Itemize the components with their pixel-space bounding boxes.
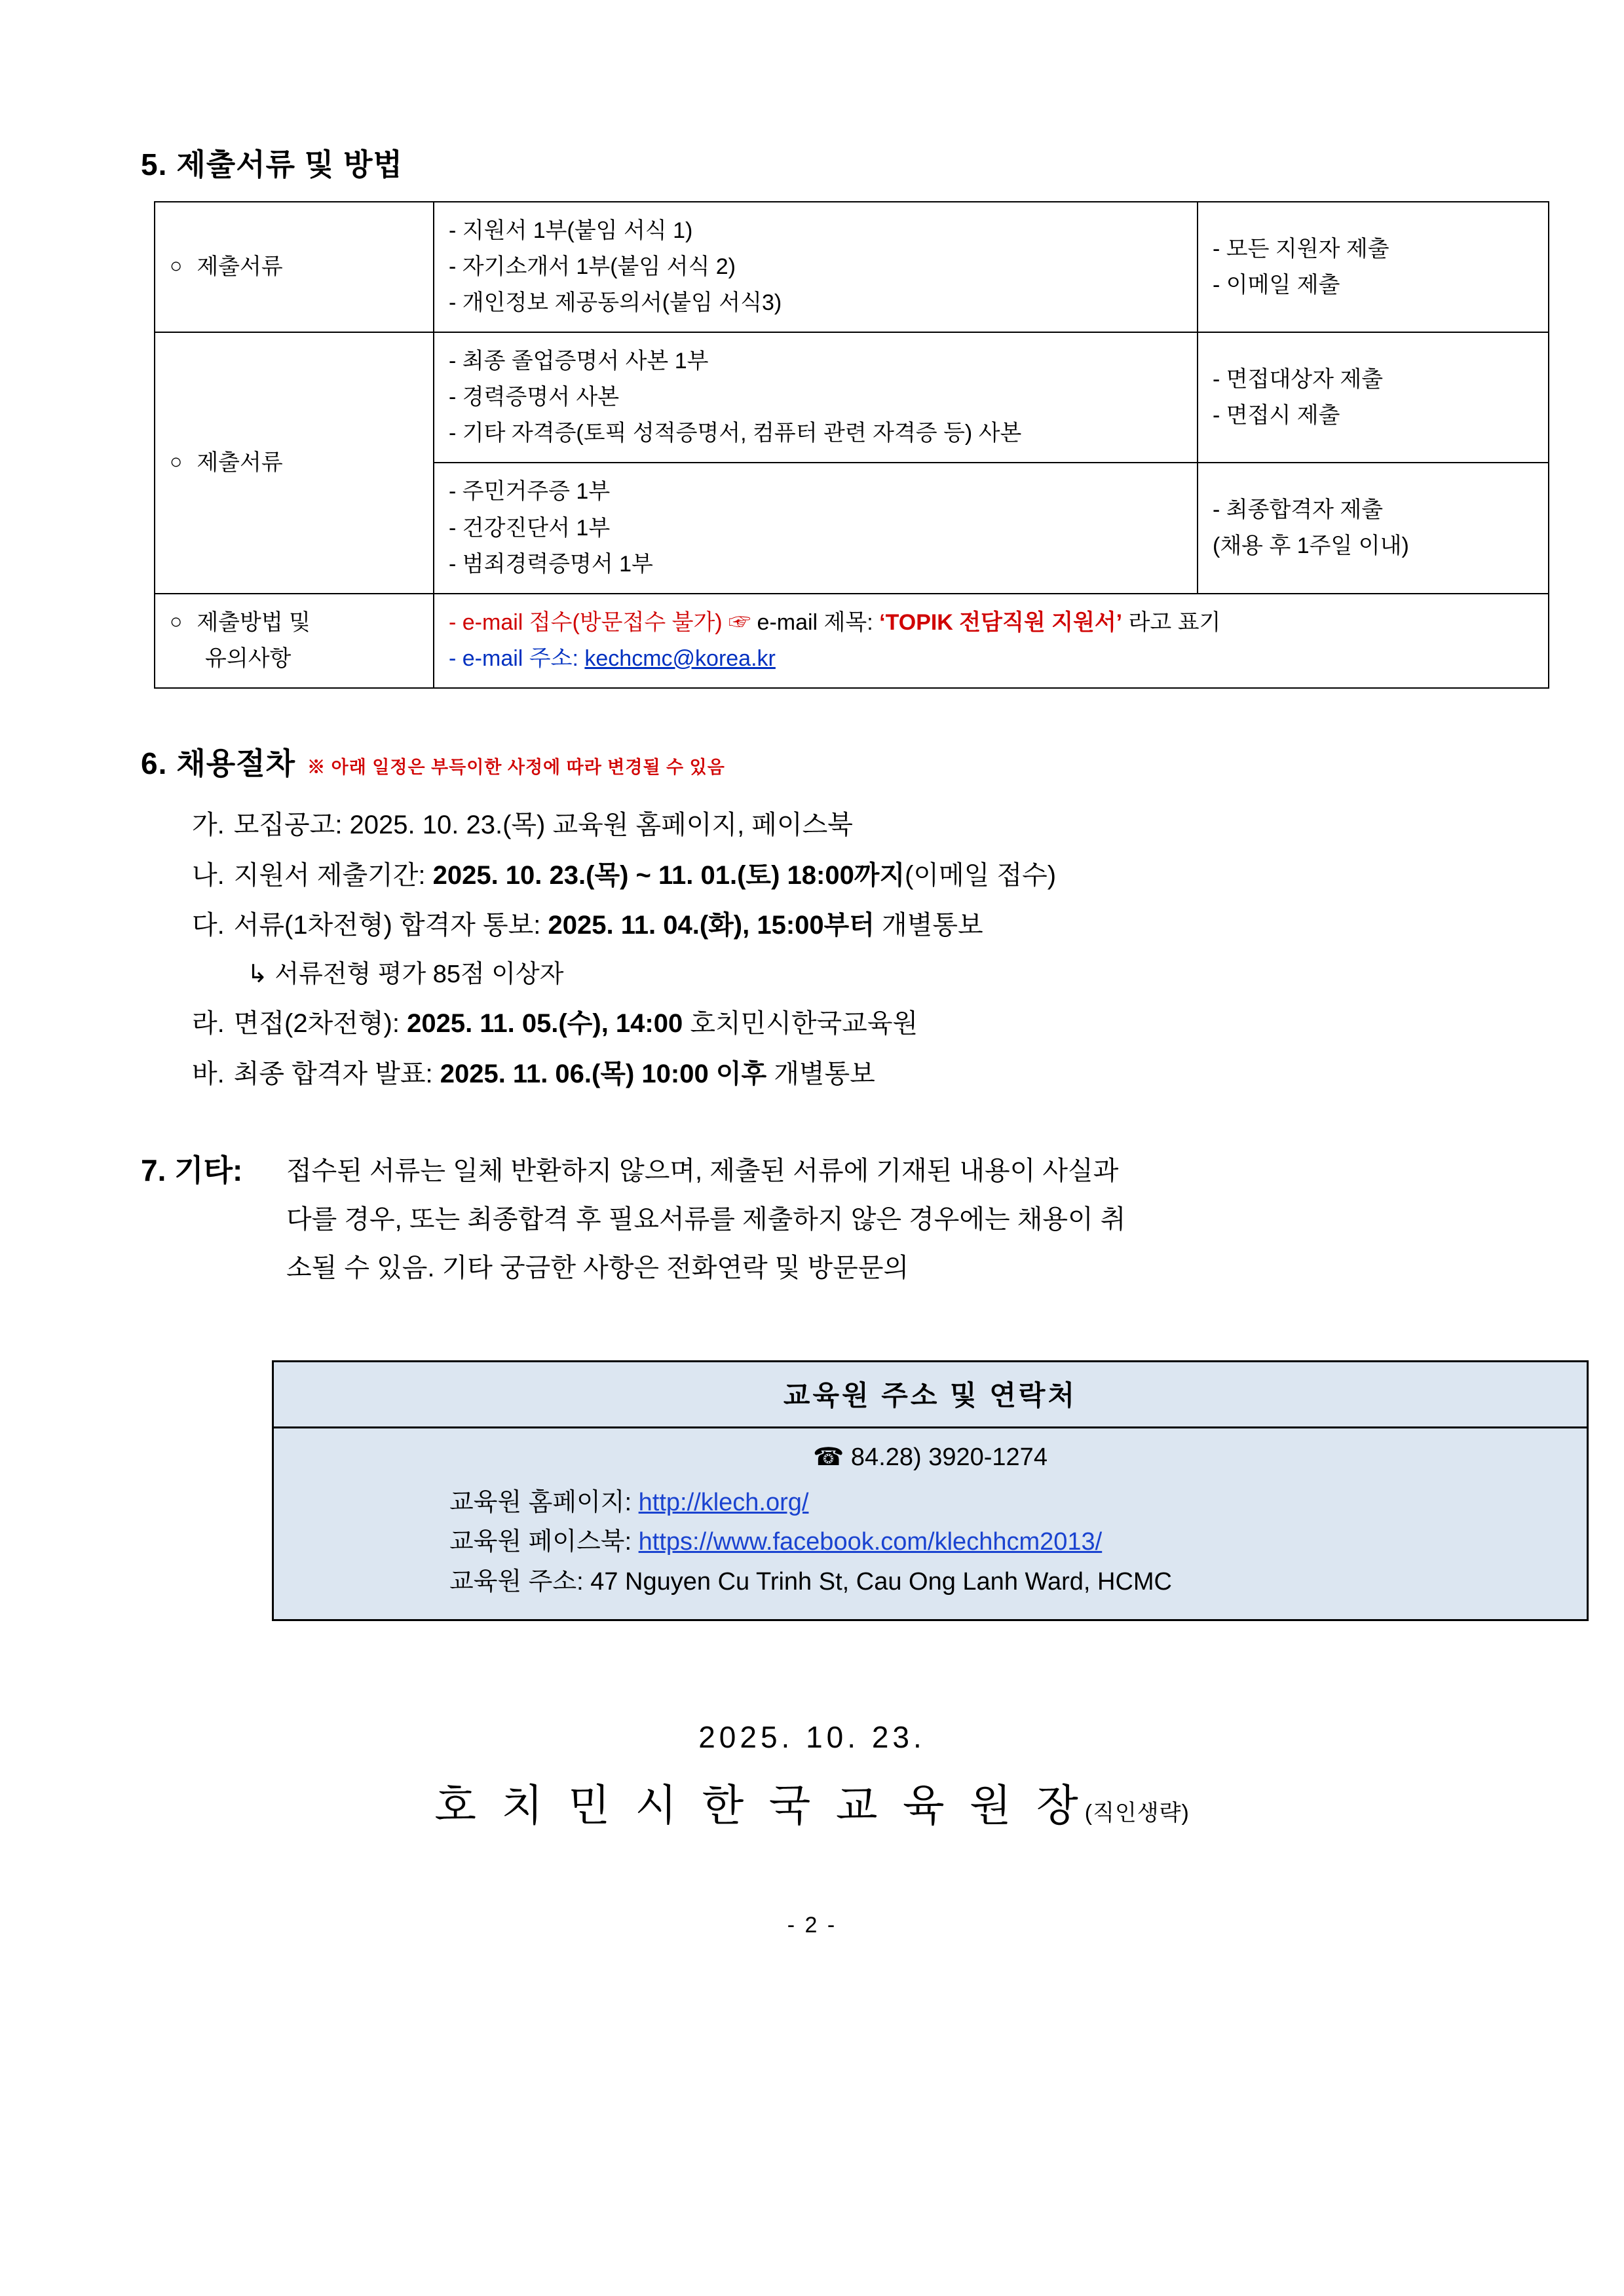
list-item: - 이메일 제출 <box>1213 272 1340 297</box>
contact-phone: ☎ 84.28) 3920-1274 <box>813 1443 1048 1471</box>
contact-address-row <box>449 1562 1587 1602</box>
item-text-bold: 2025. 11. 05.(수), 14:00 <box>407 1009 683 1039</box>
method-line-1 <box>449 605 1534 641</box>
method-line-2 <box>449 641 1534 677</box>
section-6-title <box>141 740 1483 783</box>
section-7-line-2: 다를 경우, 또는 최종합격 후 필요서류를 제출하지 않은 경우에는 채용이 취 <box>286 1204 1126 1234</box>
section-7-line-1: 접수된 서류는 일체 반환하지 않으며, 제출된 서류에 기재된 내용이 사실과 <box>286 1156 1119 1185</box>
method-label-cell <box>155 594 434 688</box>
section-5-number: 5. <box>141 147 168 182</box>
list-item <box>192 900 1483 951</box>
section-7-line-3: 소될 수 있음. 기타 궁금한 사항은 전화연락 및 방문문의 <box>286 1253 909 1282</box>
list-item <box>192 851 1483 901</box>
item-label: 나. <box>192 860 225 890</box>
contact-box <box>272 1360 1589 1621</box>
bullet-circle-icon: ○ <box>170 254 183 278</box>
method-line1-mid: e-mail 제목: <box>757 609 880 635</box>
row2-label: 제출서류 <box>197 450 283 475</box>
sub-list-item: ↳ 서류전형 평가 85점 이상자 <box>247 961 564 989</box>
section-7-number: 7. <box>141 1153 166 1187</box>
item-label: 가. <box>192 810 225 839</box>
row2-items-cell <box>434 332 1198 463</box>
contact-address-value: 47 Nguyen Cu Trinh St, Cau Ong Lanh Ward, HCMC <box>590 1568 1172 1596</box>
bullet-circle-icon: ○ <box>170 609 183 633</box>
item-label: 라. <box>192 1009 225 1039</box>
contact-homepage-label: 교육원 홈페이지: <box>449 1488 639 1516</box>
row3-items-cell <box>434 463 1198 593</box>
section-6-note: ※ 아래 일정은 부득이한 사정에 따라 변경될 수 있음 <box>307 757 725 778</box>
item-text-bold: 2025. 11. 06.(목) 10:00 이후 <box>440 1060 767 1088</box>
item-text-post: (이메일 접수) <box>905 860 1057 890</box>
item-text-post: 호치민시한국교육원 <box>683 1009 918 1039</box>
table-row <box>155 202 1549 332</box>
list-item: - 경력증명서 사본 <box>449 385 620 410</box>
item-text-pre: 모집공고: 2025. 10. 23.(목) 교육원 홈페이지, 페이스북 <box>233 810 853 839</box>
section-5-heading-text: 제출서류 및 방법 <box>176 147 403 182</box>
section-7 <box>141 1147 1483 1292</box>
method-label-line1: 제출방법 및 <box>197 609 311 635</box>
method-line1-prefix: - e-mail 접수(방문접수 불가) ☞ <box>449 609 757 635</box>
list-item: - 면접시 제출 <box>1213 402 1340 428</box>
row1-label-cell <box>155 202 434 332</box>
item-text-pre: 최종 합격자 발표: <box>233 1060 440 1088</box>
table-row-submission-method <box>155 594 1549 688</box>
list-item: - 주민거주증 1부 <box>449 479 611 505</box>
contact-homepage-row <box>449 1483 1587 1523</box>
organization-name: 호 치 민 시 한 국 교 육 원 장 <box>434 1780 1085 1829</box>
contact-box-body <box>274 1428 1587 1619</box>
section-5-title <box>141 141 1483 184</box>
list-item: - 범죄경력증명서 1부 <box>449 551 653 577</box>
email-address-link[interactable]: kechcmc@korea.kr <box>584 645 776 671</box>
method-line2-prefix: - e-mail 주소: <box>449 645 585 671</box>
list-item: - 면접대상자 제출 <box>1213 366 1384 392</box>
list-item <box>192 999 1483 1049</box>
contact-facebook-label: 교육원 페이스북: <box>449 1528 639 1556</box>
section-7-title <box>141 1147 242 1190</box>
list-item: - 기타 자격증(토픽 성적증명서, 컴퓨터 관련 자격증 등) 사본 <box>449 421 1022 446</box>
method-line1-suffix: 라고 표기 <box>1122 609 1221 635</box>
submission-documents-table <box>154 201 1549 689</box>
item-text-pre: 지원서 제출기간: <box>233 860 433 890</box>
row1-notes-cell <box>1198 202 1549 332</box>
section-6-heading-text: 채용절차 <box>176 746 296 780</box>
method-line1-quote: ‘TOPIK 전담직원 지원서’ <box>879 609 1123 635</box>
homepage-link[interactable]: http://klech.org/ <box>638 1488 809 1516</box>
page-number: - 2 - <box>787 1912 837 1938</box>
list-item: - 자기소개서 1부(붙임 서식 2) <box>449 254 736 280</box>
item-text-bold: 2025. 10. 23.(목) ~ 11. 01.(토) 18:00까지 <box>432 860 905 890</box>
method-content-cell <box>434 594 1549 688</box>
section-6-number: 6. <box>141 746 168 780</box>
list-item: - 모든 지원자 제출 <box>1213 236 1389 261</box>
contact-box-title: 교육원 주소 및 연락처 <box>274 1362 1587 1428</box>
seal-omitted-note: (직인생략) <box>1084 1800 1190 1826</box>
recruitment-process-list <box>192 800 1483 1100</box>
list-item: - 지원서 1부(붙임 서식 1) <box>449 218 693 243</box>
list-item: (채용 후 1주일 이내) <box>1213 533 1409 559</box>
section-6 <box>141 740 1483 1100</box>
list-item: - 개인정보 제공동의서(붙임 서식3) <box>449 290 782 316</box>
bullet-circle-icon: ○ <box>170 449 183 473</box>
contact-facebook-row <box>449 1522 1587 1562</box>
item-text-bold: 2025. 11. 04.(화), 15:00부터 <box>548 911 875 940</box>
row3-notes-cell <box>1198 463 1549 593</box>
list-item: - 최종합격자 제출 <box>1213 497 1384 522</box>
item-text-pre: 면접(2차전형): <box>233 1009 407 1039</box>
method-label-line2: 유의사항 <box>205 645 292 671</box>
row2-label-cell <box>155 332 434 593</box>
list-item: - 건강진단서 1부 <box>449 515 611 541</box>
facebook-link[interactable]: https://www.facebook.com/klechhcm2013/ <box>638 1528 1103 1556</box>
contact-address-label: 교육원 주소: <box>449 1568 591 1596</box>
organization-signature <box>141 1770 1483 1833</box>
item-text-post: 개별통보 <box>874 911 983 940</box>
list-item: - 최종 졸업증명서 사본 1부 <box>449 349 709 374</box>
row1-items-cell <box>434 202 1198 332</box>
list-item <box>192 800 1483 851</box>
issue-date: 2025. 10. 23. <box>698 1719 926 1754</box>
item-text-post: 개별통보 <box>766 1060 875 1088</box>
item-label: 바. <box>192 1060 225 1088</box>
row2-notes-cell <box>1198 332 1549 463</box>
row1-label: 제출서류 <box>197 254 283 280</box>
item-label: 다. <box>192 911 225 940</box>
item-text-pre: 서류(1차전형) 합격자 통보: <box>233 911 548 940</box>
section-7-heading-text: 기타: <box>174 1153 243 1187</box>
list-item <box>192 1049 1483 1100</box>
table-row <box>155 332 1549 463</box>
section-7-body <box>286 1147 1479 1292</box>
